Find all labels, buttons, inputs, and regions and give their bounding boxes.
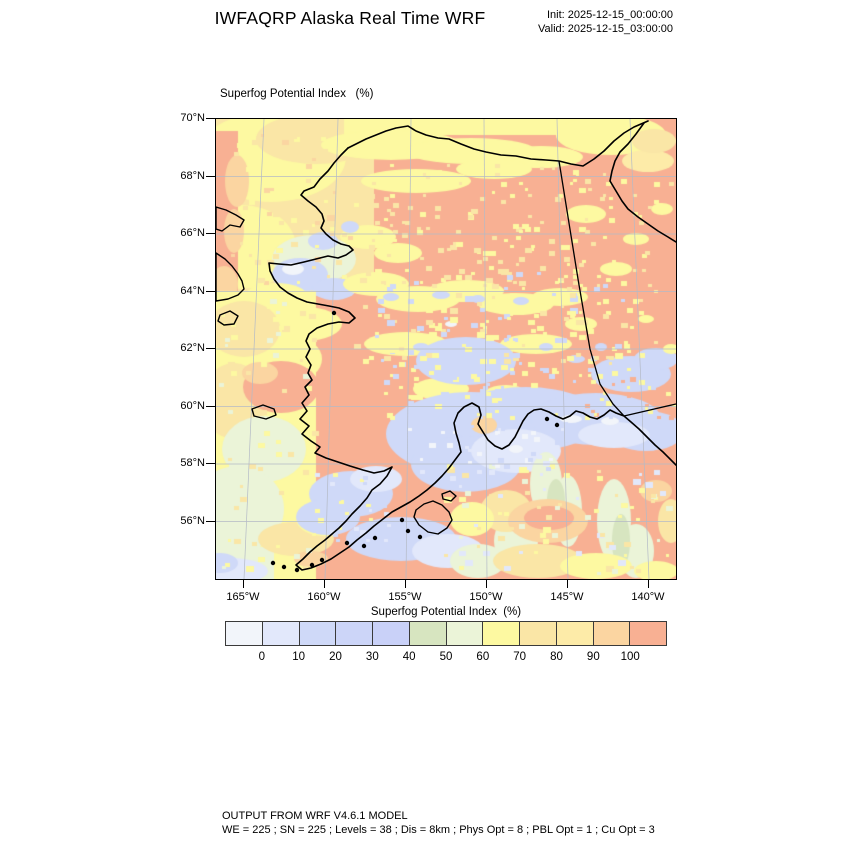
lon-tick-mark [405, 580, 406, 588]
islet-dot [345, 541, 349, 545]
lat-tick-label: 68°N [180, 169, 205, 182]
colorbar-tick-label: 90 [586, 651, 600, 663]
islet-dot [406, 529, 410, 533]
colorbar-cell [483, 622, 520, 645]
lon-tick-label: 145°W [550, 591, 584, 603]
lon-tick-mark [648, 580, 649, 588]
lat-tick-mark [206, 118, 215, 119]
islet-dot [400, 518, 404, 522]
islet-dot [310, 563, 314, 567]
lat-tick-label: 56°N [180, 514, 205, 527]
colorbar-cell [300, 622, 337, 645]
colorbar-cell [336, 622, 373, 645]
island-outline [442, 491, 456, 501]
islet-dot [320, 558, 324, 562]
lon-tick-mark [567, 580, 568, 588]
lat-tick-label: 66°N [180, 227, 205, 239]
alaska-canada-border [559, 161, 624, 416]
lon-tick-label: 160°W [307, 591, 341, 603]
island-outline [414, 501, 452, 534]
colorbar-tick-label: 40 [402, 651, 416, 663]
lat-tick-mark [206, 348, 215, 349]
colorbar-cell [594, 622, 631, 645]
lat-tick-label: 62°N [180, 342, 205, 354]
lon-tick-label: 140°W [631, 591, 665, 603]
lon-tick-mark [324, 580, 325, 588]
colorbar-cell [410, 622, 447, 645]
islet-dot [362, 544, 366, 548]
island-outline [216, 207, 244, 231]
canada-coast [610, 123, 676, 242]
lon-tick-label: 155°W [388, 591, 422, 603]
lat-tick-mark [206, 521, 215, 522]
lat-tick-mark [206, 176, 215, 177]
islet-dot [295, 568, 299, 572]
north-coast [348, 121, 648, 166]
lat-tick-mark [206, 291, 215, 292]
colorbar-cell [226, 622, 263, 645]
colorbar-tick-label: 80 [550, 651, 563, 663]
map-subtitle: Superfog Potential Index (%) [220, 88, 374, 100]
lat-tick-label: 58°N [180, 457, 205, 469]
page-title: IWFAQRP Alaska Real Time WRF [214, 8, 486, 28]
islet-dot [555, 423, 559, 427]
colorbar [225, 621, 667, 646]
lon-tick-mark [486, 580, 487, 588]
colorbar-cell [263, 622, 300, 645]
colorbar-cell [520, 622, 557, 645]
colorbar-cell [447, 622, 484, 645]
border-east-segment [624, 404, 676, 416]
map-frame [215, 118, 677, 580]
colorbar-tick-label: 50 [439, 651, 453, 663]
colorbar-title: Superfog Potential Index (%) [370, 606, 522, 618]
islet-dot [282, 565, 286, 569]
colorbar-cell [557, 622, 594, 645]
lat-tick-mark [206, 406, 215, 407]
islet-dot [332, 311, 336, 315]
island-outline [216, 253, 244, 301]
lat-tick-label: 64°N [180, 284, 205, 297]
init-timestamp: Init: 2025-12-15_00:00:00 [547, 9, 673, 21]
island-outline [218, 311, 238, 325]
colorbar-tick-label: 20 [329, 651, 342, 663]
colorbar-tick-label: 70 [513, 651, 527, 663]
colorbar-tick-label: 100 [620, 651, 640, 663]
islet-dot [373, 536, 377, 540]
valid-timestamp: Valid: 2025-12-15_03:00:00 [538, 23, 673, 35]
islet-dot [545, 417, 549, 421]
colorbar-cell [373, 622, 410, 645]
model-info-line1: OUTPUT FROM WRF V4.6.1 MODEL [222, 810, 408, 822]
lat-tick-mark [206, 233, 215, 234]
colorbar-tick-label: 0 [258, 651, 266, 663]
lat-tick-label: 60°N [180, 399, 205, 412]
islet-dot [418, 535, 422, 539]
colorbar-tick-label: 60 [476, 651, 490, 663]
island-outline [252, 405, 276, 419]
lon-tick-mark [243, 580, 244, 588]
west-south-coast [269, 148, 676, 570]
colorbar-tick-label: 10 [292, 651, 306, 663]
lon-tick-label: 165°W [226, 591, 260, 603]
coastline-overlay [216, 119, 676, 579]
islet-dot [271, 561, 275, 565]
lat-tick-label: 70°N [180, 112, 205, 124]
lon-tick-label: 150°W [469, 591, 503, 603]
colorbar-cell [630, 622, 666, 645]
lat-tick-mark [206, 463, 215, 464]
colorbar-tick-label: 30 [365, 651, 379, 663]
model-info-line2: WE = 225 ; SN = 225 ; Levels = 38 ; Dis = 8km ; Phys Opt = 8 ; PBL Opt = 1 ; Cu Opt = 3 [222, 824, 655, 836]
